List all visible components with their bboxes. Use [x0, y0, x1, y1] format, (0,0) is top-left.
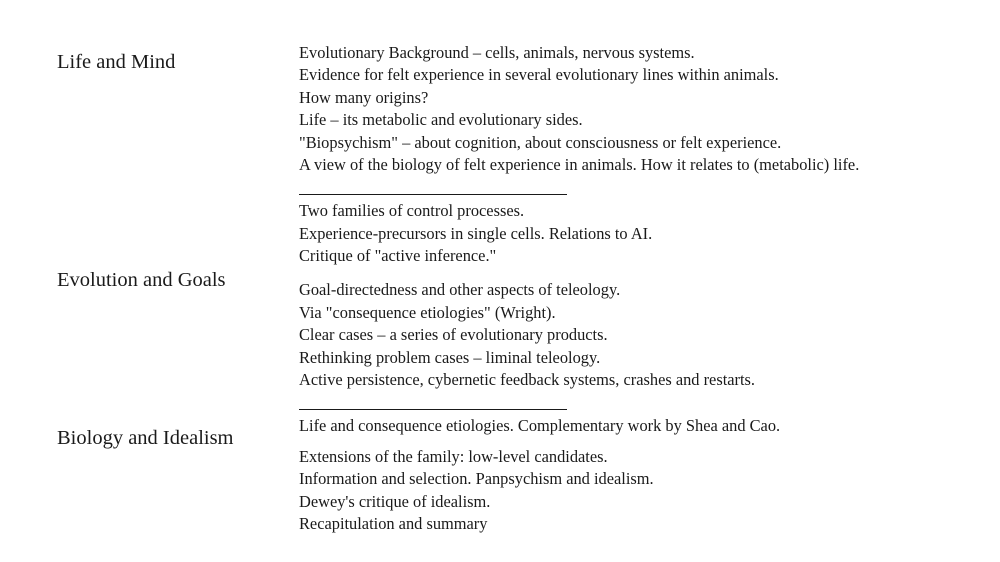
- outline-line: A view of the biology of felt experience in animals. How it relates to (metabolic) life.: [299, 155, 860, 174]
- outline-line: Experience-precursors in single cells. Relations to AI.: [299, 224, 653, 243]
- outline-line: "Biopsychism" – about cognition, about consciousness or felt experience.: [299, 133, 782, 152]
- outline-line: Extensions of the family: low-level candidates.: [299, 447, 608, 466]
- outline-line: Active persistence, cybernetic feedback systems, crashes and restarts.: [299, 370, 756, 389]
- section-title-life-and-mind: Life and Mind: [57, 51, 176, 73]
- outline-line: Recapitulation and summary: [299, 514, 488, 533]
- section-divider: [299, 194, 567, 195]
- outline-line: Via "consequence etiologies" (Wright).: [299, 303, 556, 322]
- section-divider: [299, 409, 567, 410]
- section-title-evolution-and-goals: Evolution and Goals: [57, 269, 226, 291]
- outline-line: Life and consequence etiologies. Complementary work by Shea and Cao.: [299, 416, 781, 435]
- outline-line: Information and selection. Panpsychism and idealism.: [299, 469, 654, 488]
- outline-line: Critique of "active inference.": [299, 246, 497, 265]
- outline-line: How many origins?: [299, 88, 429, 107]
- outline-line: Goal-directedness and other aspects of teleology.: [299, 280, 621, 299]
- outline-line: Rethinking problem cases – liminal teleology.: [299, 348, 601, 367]
- outline-line: Dewey's critique of idealism.: [299, 492, 491, 511]
- section-title-biology-and-idealism: Biology and Idealism: [57, 427, 234, 449]
- outline-line: Two families of control processes.: [299, 201, 525, 220]
- outline-line: Evidence for felt experience in several evolutionary lines within animals.: [299, 65, 779, 84]
- outline-line: Evolutionary Background – cells, animals, nervous systems.: [299, 43, 695, 62]
- outline-line: Life – its metabolic and evolutionary sides.: [299, 110, 583, 129]
- outline-line: Clear cases – a series of evolutionary products.: [299, 325, 608, 344]
